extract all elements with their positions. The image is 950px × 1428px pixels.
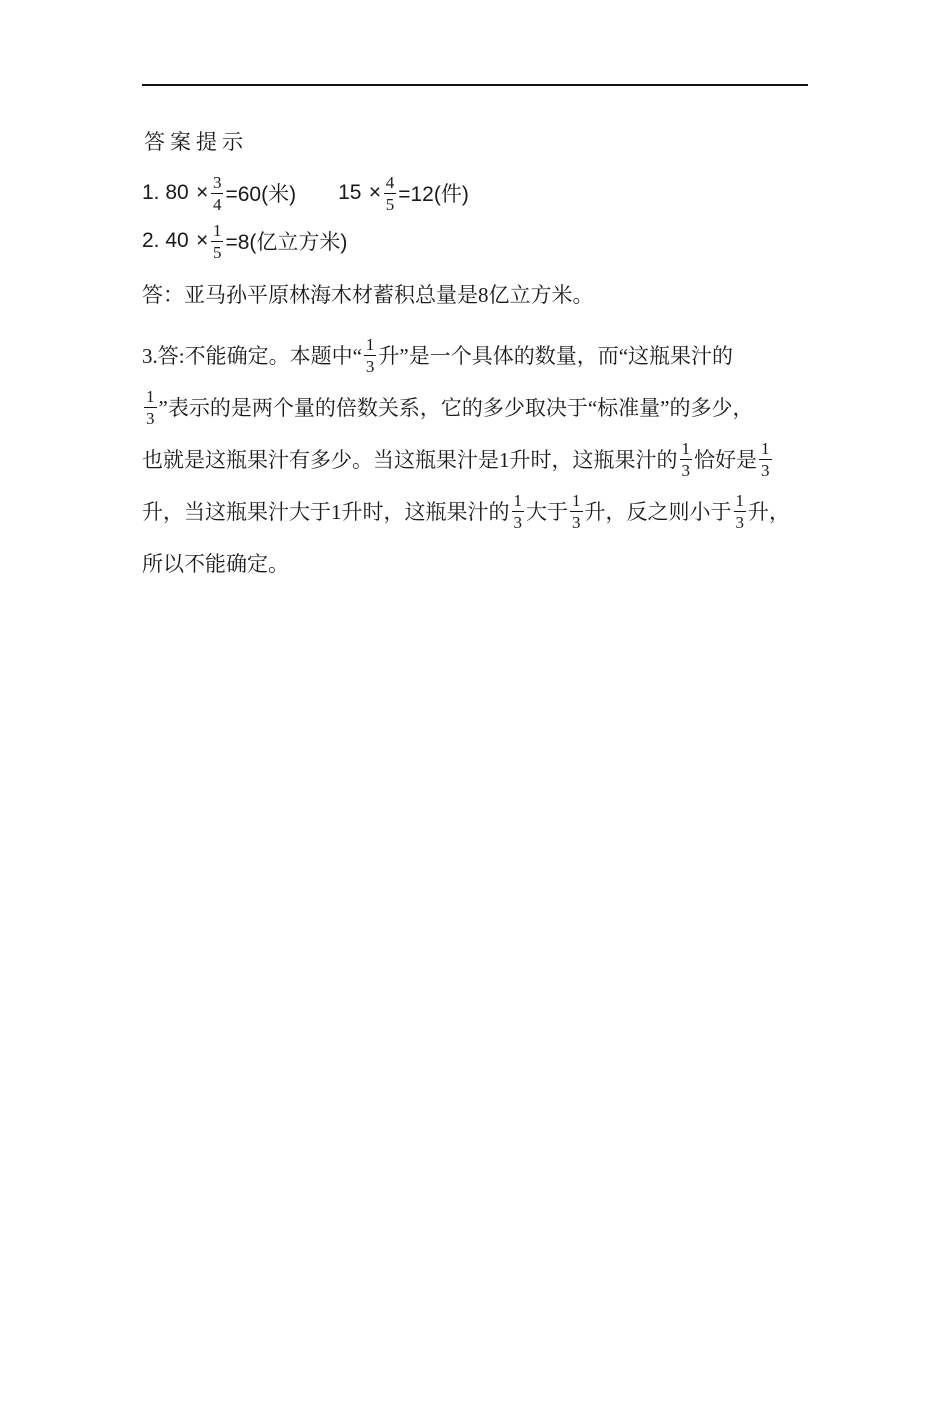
fraction-denominator: 3 (572, 512, 581, 532)
answer2-eq-result: =8(亿立方米) (225, 231, 348, 254)
fraction-denominator: 5 (385, 194, 395, 214)
fraction-1-3 (144, 388, 157, 427)
fraction-denominator: 3 (513, 512, 522, 532)
answer3-line4-text: 升，反之则小于 (584, 500, 732, 524)
answer1-eq1-result: =60(米) (225, 183, 297, 206)
answer-3-line-1 (142, 329, 812, 381)
fraction-numerator: 1 (572, 490, 581, 510)
fraction-numerator: 1 (365, 334, 375, 354)
answer-3-paragraph (142, 329, 812, 589)
answer-3-line-2 (142, 381, 812, 433)
fraction-numerator: 1 (761, 438, 770, 458)
answer-2-sentence: 答：亚马孙平原林海木材蓄积总量是8亿立方米。 (142, 283, 594, 307)
answer3-line4-text: 大于 (526, 500, 568, 524)
answer3-line1-text: 3.答:不能确定。本题中“ (142, 344, 362, 368)
fraction-1-3 (570, 492, 583, 531)
fraction-denominator: 4 (212, 194, 222, 214)
answer-1-equations (142, 170, 812, 216)
fraction-numerator: 1 (513, 490, 522, 510)
fraction-numerator: 1 (212, 220, 222, 240)
answer1-eq2-result: =12(件) (398, 183, 469, 206)
fraction-numerator: 1 (681, 438, 690, 458)
answer-3-line-5 (142, 537, 812, 589)
top-horizontal-rule (142, 84, 808, 86)
multiplication-sign: × (195, 181, 208, 204)
fraction-denominator: 3 (761, 460, 770, 480)
document-page (142, 84, 812, 589)
fraction-1-5 (211, 222, 224, 261)
fraction-denominator: 3 (365, 356, 375, 376)
fraction-1-3 (680, 440, 693, 479)
fraction-denominator: 3 (735, 512, 744, 532)
fraction-numerator: 4 (385, 172, 395, 192)
answer-3-line-3 (142, 433, 812, 485)
fraction-1-3 (734, 492, 747, 531)
answer3-line1-text: 升”是一个具体的数量，而“这瓶果汁的 (378, 344, 734, 368)
fraction-denominator: 3 (146, 408, 155, 428)
fraction-denominator: 3 (681, 460, 690, 480)
fraction-1-3 (364, 336, 377, 375)
answer3-line2-text: ”表示的是两个量的倍数关系，它的多少取决于“标准量”的多少， (158, 396, 754, 420)
fraction-1-3 (512, 492, 525, 531)
answer1-eq1-lhs: 1. 80 (142, 181, 189, 204)
multiplication-sign: × (195, 229, 208, 252)
answer-hints-heading: 答案提示 (144, 130, 248, 154)
answer3-line3-text: 也就是这瓶果汁有多少。当这瓶果汁是1升时，这瓶果汁的 (142, 448, 678, 472)
fraction-3-4 (211, 174, 224, 213)
fraction-1-3 (759, 440, 772, 479)
multiplication-sign: × (368, 181, 381, 204)
answer-2-equation (142, 218, 812, 264)
answer1-eq2-lhs: 15 (338, 181, 362, 204)
fraction-numerator: 1 (735, 490, 744, 510)
fraction-numerator: 3 (212, 172, 222, 192)
fraction-numerator: 1 (146, 386, 155, 406)
answer-3-line-4 (142, 485, 812, 537)
answer3-line3-text: 恰好是 (694, 448, 757, 472)
fraction-denominator: 5 (212, 242, 222, 262)
answer3-line4-text: 升， (748, 500, 790, 524)
answer3-line4-text: 升，当这瓶果汁大于1升时，这瓶果汁的 (142, 500, 510, 524)
fraction-4-5 (384, 174, 397, 213)
answer3-line5-text: 所以不能确定。 (142, 552, 289, 576)
answer2-eq-lhs: 2. 40 (142, 229, 189, 252)
